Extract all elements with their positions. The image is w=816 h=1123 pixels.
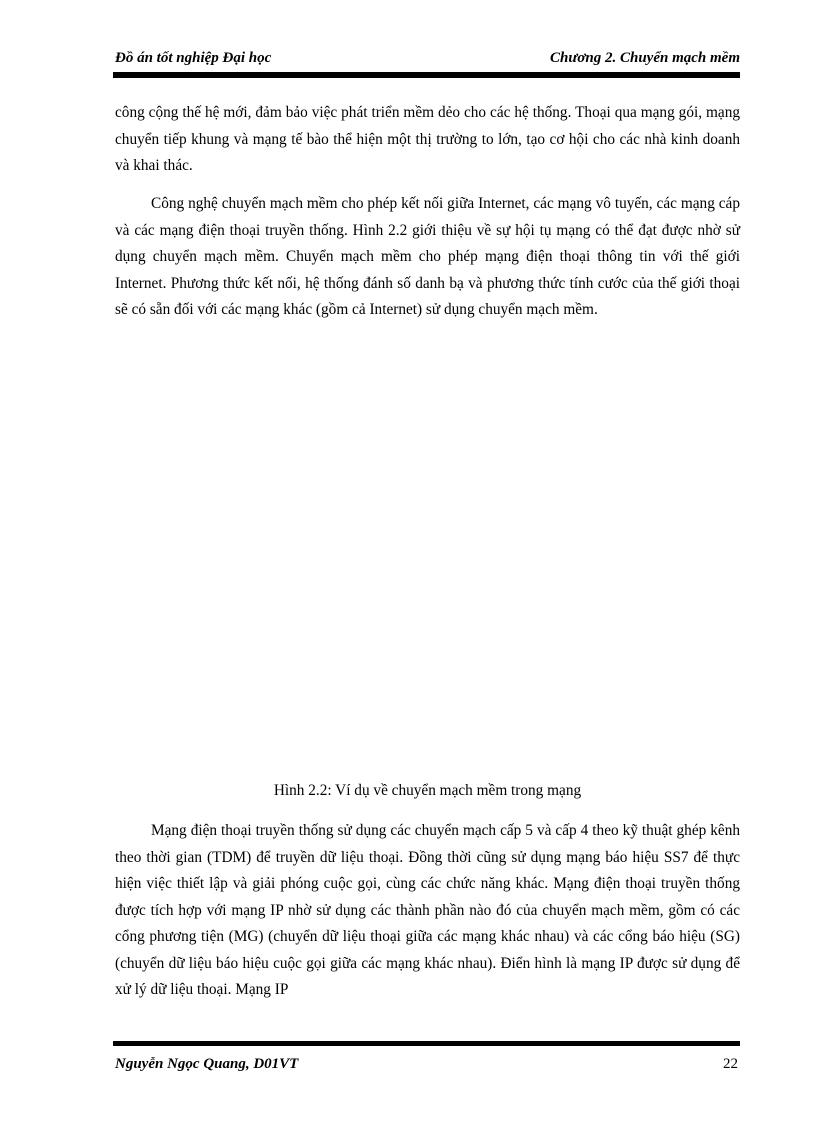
figure-caption: Hình 2.2: Ví dụ về chuyển mạch mềm trong mạng: [273, 782, 582, 799]
header-rule: [113, 72, 740, 78]
body-paragraph-3: Mạng điện thoại truyền thống sử dụng các chuyển mạch cấp 5 và cấp 4 theo kỹ thuật ghép kênh theo thời gian (TDM) để truyền dữ liệu thoại. Đồng thời cũng sử dụng mạng báo hiệu SS7 để thực hiện việc thiết lập và giải phóng cuộc gọi, cùng các chức năng khác. Mạng điện thoại truyền thống được tích hợp với mạng IP nhờ sử dụng các thành phần nào đó của chuyển mạch mềm, gồm có các cổng phương tiện (MG) (chuyển dữ liệu thoại giữa các mạng khác nhau) và các cổng báo hiệu (SG) (chuyển dữ liệu báo hiệu cuộc gọi giữa các mạng khác nhau). Điển hình là mạng IP được sử dụng để xử lý dữ liệu thoại. Mạng IP: [115, 822, 740, 998]
footer-rule: [113, 1041, 740, 1046]
figure-placeholder: [115, 370, 740, 765]
page-footer: [115, 1056, 740, 1076]
body-paragraph-1: công cộng thế hệ mới, đảm bảo việc phát triển mềm dẻo cho các hệ thống. Thoại qua mạng gói, mạng chuyển tiếp khung và mạng tế bào thể hiện một thị trường to lớn, tạo cơ hội cho các nhà kinh doanh và khai thác.: [115, 104, 740, 174]
header-chapter-title: Chương 2. Chuyển mạch mềm: [550, 50, 740, 66]
footer-author: Nguyễn Ngọc Quang, D01VT: [115, 1056, 299, 1072]
body-paragraph-2: Công nghệ chuyển mạch mềm cho phép kết nối giữa Internet, các mạng vô tuyến, các mạng cáp và các mạng điện thoại truyền thống. Hình 2.2 giới thiệu về sự hội tụ mạng có thể đạt được nhờ sử dụng chuyển mạch mềm. Chuyển mạch mềm cho phép mạng điện thoại thông tin với thế giới Internet. Phương thức kết nối, hệ thống đánh số danh bạ và phương thức tính cước của thế giới thoại sẽ có sẵn đối với các mạng khác (gồm cả Internet) sử dụng chuyển mạch mềm.: [115, 195, 740, 318]
header-document-title: Đồ án tốt nghiệp Đại học: [115, 50, 272, 66]
page-number: 22: [723, 1056, 738, 1072]
page-header: [115, 50, 740, 70]
